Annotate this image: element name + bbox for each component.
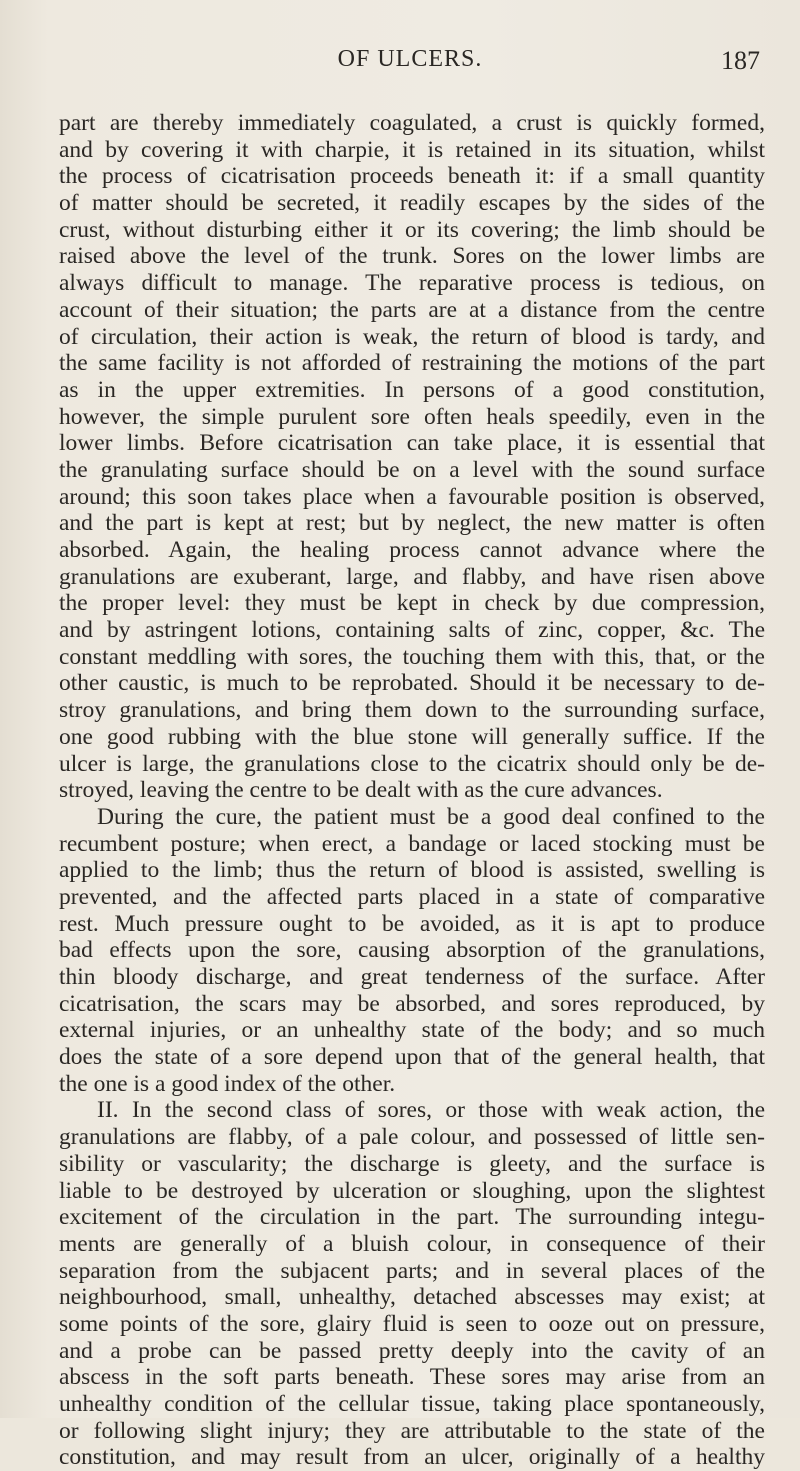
text-line: constitution, and may result from an ulcer, originally of a healthy [59,1444,765,1471]
text-line: and by astringent lotions, containing salts of zinc, copper, &c. The [59,617,765,644]
text-line: crust, without disturbing either it or its covering; the limb should be [59,216,765,243]
text-line: granulations are flabby, of a pale colour, and possessed of little sen- [59,1124,765,1151]
text-line: applied to the limb; thus the return of blood is assisted, swelling is [59,857,765,884]
text-line: raised above the level of the trunk. Sores on the lower limbs are [59,243,765,270]
text-line: ments are generally of a bluish colour, in consequence of their [59,1230,765,1257]
text-line: as in the upper extremities. In persons of a good constitution, [59,376,765,403]
text-line: the granulating surface should be on a level with the sound surface [59,456,765,483]
text-line: however, the simple purulent sore often heals speedily, even in the [59,403,765,430]
text-line: unhealthy condition of the cellular tissue, taking place spontaneously, [59,1391,765,1417]
text-line: recumbent posture; when erect, a bandage or laced stocking must be [59,830,765,857]
text-line: bad effects upon the sore, causing absorption of the granulations, [59,937,765,964]
text-line: liable to be destroyed by ulceration or sloughing, upon the slightest [59,1177,765,1204]
text-line: abscess in the soft parts beneath. These sores may arise from an [59,1364,765,1391]
running-head: OF ULCERS. [337,46,483,72]
text-line: some points of the sore, glairy fluid is seen to ooze out on pressure, [59,1310,765,1337]
text-line: prevented, and the affected parts placed in a state of comparative [59,883,765,910]
text-line: granulations are exuberant, large, and flabby, and have risen above [59,563,765,590]
page-number: 187 [721,46,760,75]
text-line: does the state of a sore depend upon that of the general health, that [59,1044,765,1071]
text-line: II. In the second class of sores, or those with weak action, the [97,1097,765,1124]
text-line: cicatrisation, the scars may be absorbed, and sores reproduced, by [59,990,765,1017]
text-line: During the cure, the patient must be a good deal confined to the [97,803,765,830]
text-line: of matter should be secreted, it readily escapes by the sides of the [59,190,765,217]
text-line: other caustic, is much to be reprobated. Should it be necessary to de- [59,670,765,697]
text-line: of circulation, their action is weak, the return of blood is tardy, and [59,323,765,350]
text-line: and a probe can be passed pretty deeply into the cavity of an [59,1337,765,1364]
text-line: the one is a good index of the other. [59,1070,396,1097]
text-line: one good rubbing with the blue stone will generally suffice. If the [59,723,765,750]
text-line: sibility or vascularity; the discharge is gleety, and the surface is [59,1150,765,1177]
text-line: stroyed, leaving the centre to be dealt with as the cure advances. [59,777,663,804]
body-text [59,110,765,1471]
text-line: absorbed. Again, the healing process cannot advance where the [59,537,765,563]
text-line: rest. Much pressure ought to be avoided, as it is apt to produce [59,910,765,937]
text-line: always difficult to manage. The reparative process is tedious, on [59,270,765,297]
text-line: and the part is kept at rest; but by neglect, the new matter is often [59,510,765,537]
text-line: account of their situation; the parts are at a distance from the centre [59,296,765,323]
text-line: constant meddling with sores, the touching them with this, that, or the [59,643,765,670]
text-line: lower limbs. Before cicatrisation can take place, it is essential that [59,430,765,457]
text-line: the proper level: they must be kept in check by due compression, [59,590,765,617]
text-line: ulcer is large, the granulations close to the cicatrix should only be de- [59,750,765,777]
text-line: thin bloody discharge, and great tenderness of the surface. After [59,964,765,990]
text-line: around; this soon takes place when a favourable position is observed, [59,483,765,510]
text-line: or following slight injury; they are attributable to the state of the [59,1417,765,1444]
text-line: part are thereby immediately coagulated, a crust is quickly formed, [59,110,765,136]
text-line: the same facility is not afforded of restraining the motions of the part [59,350,765,377]
text-line: separation from the subjacent parts; and in several places of the [59,1257,765,1284]
text-line: neighbourhood, small, unhealthy, detached abscesses may exist; at [59,1284,765,1311]
text-line: the process of cicatrisation proceeds beneath it: if a small quantity [59,163,765,190]
text-line: excitement of the circulation in the part. The surrounding integu- [59,1204,765,1231]
text-line: and by covering it with charpie, it is retained in its situation, whilst [59,136,765,163]
page-header [60,44,760,80]
text-line: stroy granulations, and bring them down to the surrounding surface, [59,697,765,724]
text-line: external injuries, or an unhealthy state of the body; and so much [59,1017,765,1044]
